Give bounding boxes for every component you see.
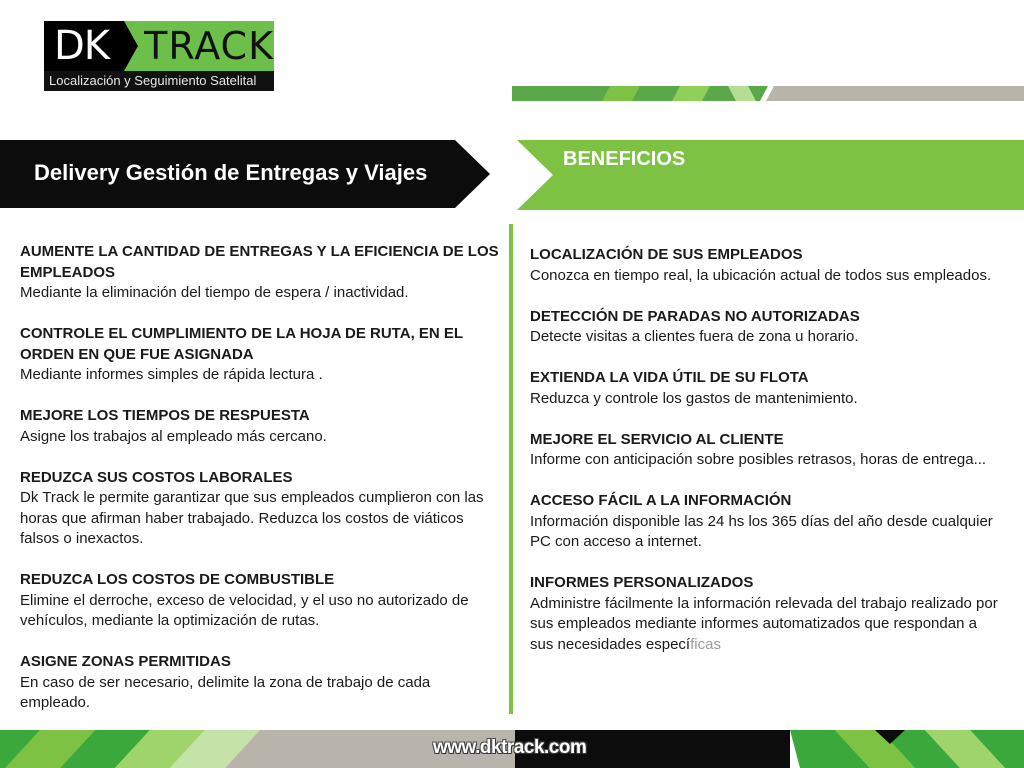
benefit-item-title: LOCALIZACIÓN DE SUS EMPLEADOS [530, 246, 803, 263]
benefit-item-title: ACCESO FÁCIL A LA INFORMACIÓN [530, 492, 792, 509]
right-benefits-column [530, 245, 1000, 676]
benefits-header: BENEFICIOS [563, 148, 686, 170]
benefit-item-text: Reduzca y controle los gastos de mantenimiento. [530, 389, 858, 407]
benefit-item [20, 242, 504, 304]
benefit-item-text: Mediante informes simples de rápida lectura . [20, 366, 323, 383]
benefit-item-text: Conozca en tiempo real, la ubicación actual de todos sus empleados. [530, 266, 992, 284]
benefit-item-title: EXTIENDA LA VIDA ÚTIL DE SU FLOTA [530, 369, 809, 386]
footer-website-url: www.dktrack.com [433, 737, 587, 758]
benefit-item [530, 491, 1000, 553]
column-divider [509, 224, 513, 714]
header-decorative-stripes [510, 84, 1024, 104]
benefit-item-text: Dk Track le permite garantizar que sus empleados cumplieron con las horas que afirman haber trabajado. Reduzca los costos de viáticos falsos o inexactos. [20, 489, 484, 547]
benefit-item-title: CONTROLE EL CUMPLIMIENTO DE LA HOJA DE RUTA, EN EL ORDEN EN QUE FUE ASIGNADA [20, 325, 463, 363]
benefit-item-text: Asigne los trabajos al empleado más cercano. [20, 427, 327, 445]
benefit-item-title: MEJORE LOS TIEMPOS DE RESPUESTA [20, 407, 310, 424]
benefit-item-title: MEJORE EL SERVICIO AL CLIENTE [530, 430, 784, 448]
benefit-item [530, 573, 1000, 655]
left-benefits-column [20, 242, 504, 734]
logo-tagline: Localización y Seguimiento Satelital [44, 71, 274, 91]
benefit-item-text: En caso de ser necesario, delimite la zona de trabajo de cada empleado. [20, 673, 431, 711]
logo-dk-text: DK [44, 21, 124, 71]
benefit-item [530, 430, 1000, 471]
benefit-item-text: Información disponible las 24 hs los 365 días del año desde cualquier PC con acceso a internet. [530, 512, 993, 550]
benefit-item-title: AUMENTE LA CANTIDAD DE ENTREGAS Y LA EFICIENCIA DE LOS EMPLEADOS [20, 243, 499, 281]
benefit-item [20, 324, 504, 386]
benefit-item-title: ASIGNE ZONAS PERMITIDAS [20, 653, 231, 670]
logo-track-text: TRACK [124, 21, 274, 71]
dktrack-logo [44, 21, 274, 91]
benefit-item [530, 307, 1000, 348]
benefit-item [20, 570, 504, 632]
benefit-item-text: Detecte visitas a clientes fuera de zona u horario. [530, 328, 859, 345]
benefit-item-text: Informe con anticipación sobre posibles retrasos, horas de entrega... [530, 451, 987, 468]
benefit-item-title: INFORMES PERSONALIZADOS [530, 574, 754, 591]
benefit-item [20, 652, 504, 714]
benefit-item-title: REDUZCA LOS COSTOS DE COMBUSTIBLE [20, 571, 335, 588]
benefit-item-text-main: Administre fácilmente la información relevada del trabajo realizado por sus empleados mediante informes automatizados que respondan a sus necesidades especí [530, 594, 998, 653]
benefit-item-text [530, 594, 1000, 656]
benefit-item [530, 368, 1000, 409]
benefit-item [20, 468, 504, 550]
benefit-item-text: Mediante la eliminación del tiempo de espera / inactividad. [20, 284, 409, 301]
benefit-item-title: REDUZCA SUS COSTOS LABORALES [20, 468, 293, 486]
benefit-item-text: Elimine el derroche, exceso de velocidad, y el uso no autorizado de vehículos, mediante la optimización de rutas. [20, 591, 469, 629]
benefit-item [530, 245, 1000, 286]
page-title: Delivery Gestión de Entregas y Viajes [34, 160, 428, 185]
benefit-item [20, 406, 504, 447]
benefit-item-text-faded: ficas [690, 635, 721, 653]
benefit-item-title: DETECCIÓN DE PARADAS NO AUTORIZADAS [530, 307, 860, 325]
